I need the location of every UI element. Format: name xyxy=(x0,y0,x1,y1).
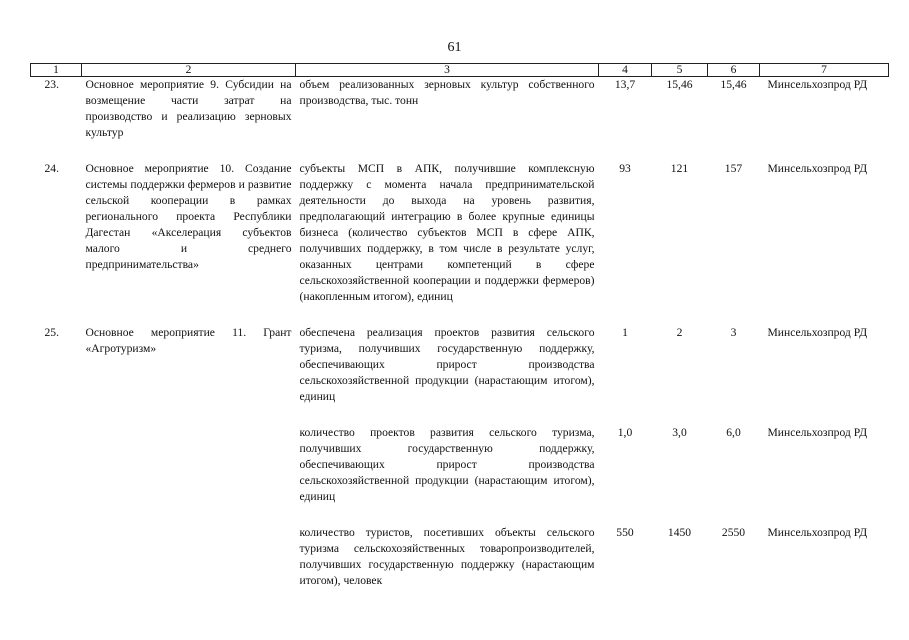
measure-name: Основное мероприятие 10. Создание системы поддержки фермеров и развитие сельской кооперации в рамках регионального проекта Республики Дагестан «Акселерация субъектов малого и среднего предпринимательства» xyxy=(85,162,292,271)
indicator-text: субъекты МСП в АПК, получившие комплексную поддержку с момента начала предпринимательской деятельности до выхода на уровень развития, предполагающий интеграцию в более крупные единицы бизнеса (количество субъектов МСП в сфере АПК, получивших поддержку, в том числе в результате услуг, оказанных центрами компетенций в сфере сельскохозяйственной кооперации и поддержки фермеров) (накопленным итогом), единиц xyxy=(299,162,595,303)
indicator-value-2: 3,0 xyxy=(672,426,687,439)
program-table xyxy=(30,63,889,589)
responsible-body: Минсельхозпрод РД xyxy=(767,326,868,339)
column-number-header xyxy=(31,64,889,77)
column-header-4: 4 xyxy=(599,64,652,77)
column-header-3: 3 xyxy=(296,64,599,77)
column-header-2: 2 xyxy=(82,64,296,77)
indicator-value-3: 2550 xyxy=(721,526,746,539)
indicator-value-2: 15,46 xyxy=(666,78,693,91)
indicator-value-3: 15,46 xyxy=(720,78,747,91)
row-number: 24. xyxy=(44,162,59,175)
indicator-value-3: 3 xyxy=(730,326,737,339)
table-row xyxy=(31,77,889,142)
indicator-value-3: 157 xyxy=(724,162,743,175)
indicator-text: объем реализованных зерновых культур собственного производства, тыс. тонн xyxy=(299,78,595,107)
responsible-body: Минсельхозпрод РД xyxy=(767,78,868,91)
column-header-1: 1 xyxy=(31,64,82,77)
indicator-value-1: 1,0 xyxy=(617,426,633,439)
indicator-value-1: 550 xyxy=(616,526,634,539)
indicator-text: обеспечена реализация проектов развития сельского туризма, получивших государственную поддержку, обеспечивающих прирост производства сельскохозяйственной продукции (нарастающим итогом), единиц xyxy=(299,326,595,403)
responsible-body: Минсельхозпрод РД xyxy=(767,426,868,439)
responsible-body: Минсельхозпрод РД xyxy=(767,162,868,175)
indicator-value-1: 93 xyxy=(619,162,631,175)
indicator-text: количество туристов, посетивших объекты сельского туризма сельскохозяйственных товаропроизводителей, получивших государственную поддержку (нарастающим итогом), человек xyxy=(299,526,595,587)
row-number: 25. xyxy=(44,326,59,339)
page-number: 61 xyxy=(447,40,462,55)
measure-name: Основное мероприятие 11. Грант «Агротуризм» xyxy=(85,326,292,355)
indicator-value-1: 13,7 xyxy=(614,78,636,91)
indicator-value-2: 121 xyxy=(670,162,689,175)
measure-name: Основное мероприятие 9. Субсидии на возмещение части затрат на производство и реализацию зерновых культур xyxy=(85,78,292,139)
column-header-6: 6 xyxy=(708,64,760,77)
table-row xyxy=(31,161,889,305)
responsible-body: Минсельхозпрод РД xyxy=(767,526,868,539)
row-number: 23. xyxy=(44,78,59,91)
table-row xyxy=(31,325,889,405)
indicator-text: количество проектов развития сельского туризма, получивших государственную поддержку, обеспечивающих прирост производства сельскохозяйственной продукции (нарастающим итогом), единиц xyxy=(299,426,595,503)
column-header-7: 7 xyxy=(760,64,889,77)
indicator-value-2: 1450 xyxy=(667,526,692,539)
indicator-value-2: 2 xyxy=(676,326,683,339)
column-header-5: 5 xyxy=(652,64,708,77)
indicator-value-3: 6,0 xyxy=(726,426,741,439)
indicator-value-1: 1 xyxy=(622,326,628,339)
